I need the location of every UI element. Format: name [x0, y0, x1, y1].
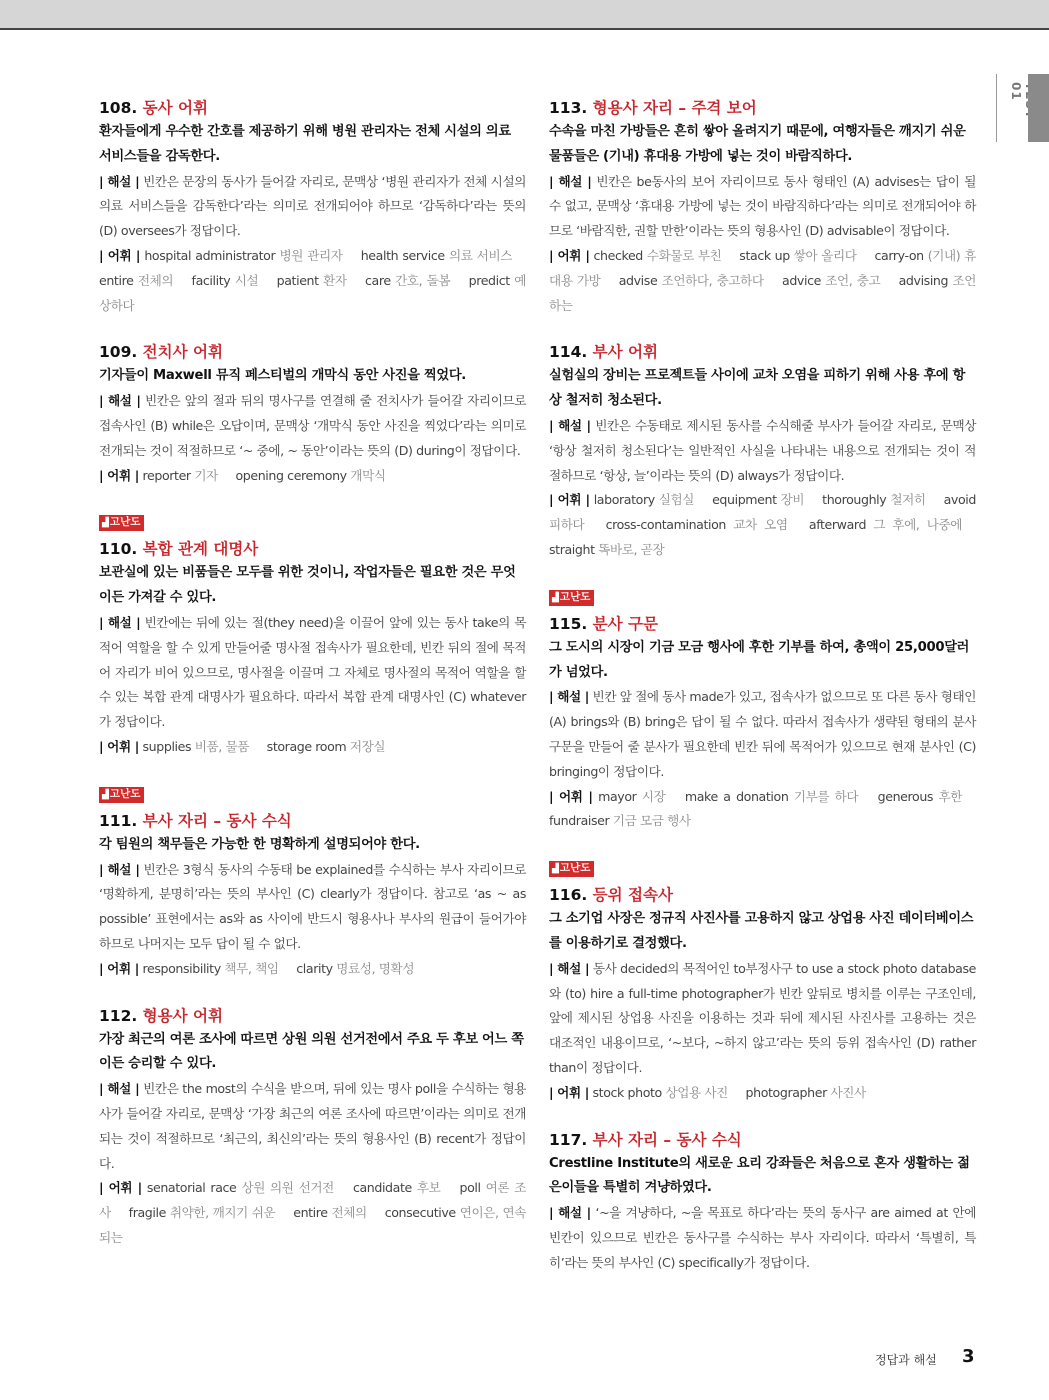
question-number: 115. — [549, 614, 588, 633]
vocabulary — [549, 785, 976, 835]
vocab-entry — [235, 468, 385, 483]
vocab-word: avoid — [943, 492, 976, 508]
translation: 가장 최근의 여론 조사에 따르면 상원 의원 선거전에서 주요 두 후보 어느 쪽이든 승리할 수 있다. — [99, 1031, 524, 1072]
right-column — [549, 96, 976, 1297]
vocab-gloss: 장비 — [780, 492, 805, 508]
vocab-entry — [365, 273, 450, 288]
vocab-entry — [712, 492, 804, 507]
translation: 그 소기업 사장은 정규직 사진사를 고용하지 않고 상업용 사진 데이터베이스를 이용하기로 결정했다. — [549, 911, 974, 951]
question-title — [549, 1128, 976, 1152]
vocab-word: consecutive — [384, 1205, 456, 1221]
vocab-entry — [782, 273, 880, 288]
chart-icon: ▟ — [102, 789, 109, 800]
vocab-gloss: 상원 의원 선거전 — [241, 1180, 334, 1196]
vocabulary-label: | 어휘 | — [99, 1180, 142, 1196]
vocab-word: advice — [782, 272, 821, 288]
vocabulary-label: | 어휘 | — [99, 467, 139, 483]
question-title — [549, 96, 976, 120]
vocabulary-label: | 어휘 | — [549, 1084, 589, 1100]
question-category: 복합 관계 대명사 — [142, 540, 259, 559]
chart-icon: ▟ — [102, 518, 109, 529]
question-item — [99, 340, 526, 488]
vocab-entry — [739, 248, 856, 263]
question-item — [99, 782, 526, 982]
question-title — [99, 340, 526, 364]
translation: Crestline Institute의 새로운 요리 강좌들은 처음으로 혼자 생활하는 젊은이들을 특별히 겨냥하였다. — [549, 1155, 970, 1196]
chart-icon: ▟ — [552, 592, 559, 603]
explanation — [99, 1077, 526, 1176]
explanation — [549, 685, 976, 784]
translation: 각 팀원의 책무들은 가능한 한 명확하게 설명되어야 한다. — [99, 836, 420, 852]
vocab-entry — [809, 517, 962, 532]
vocab-gloss: 실험실 — [658, 492, 695, 508]
explanation — [549, 414, 976, 488]
vocab-word: entire — [99, 272, 134, 288]
question-number: 110. — [99, 540, 138, 559]
question-category: 형용사 어휘 — [142, 1006, 223, 1025]
explanation-text: 빈칸 앞 절에 동사 made가 있고, 접속사가 없으므로 또 다른 동사 형태인 (A) brings와 (B) bring은 답이 될 수 없다. 따라서 접속사가 생략된 형태의 분사구문을 만들어 줄 분사가 필요한데 빈칸 뒤에 목적어가 있으므로 현재 분사인 (C) bringing이 정답이다. — [549, 689, 976, 779]
vocabulary — [99, 464, 526, 489]
vocab-entry — [685, 789, 858, 804]
chart-icon: ▟ — [552, 864, 559, 875]
vocab-word: patient — [276, 272, 319, 288]
vocab-gloss: 예상하다 — [99, 272, 526, 313]
question-number: 111. — [99, 811, 138, 830]
vocab-word: predict — [468, 272, 510, 288]
top-bar — [0, 0, 1049, 30]
vocab-word: poll — [459, 1180, 481, 1196]
vocab-entry — [593, 1085, 728, 1100]
vocab-word: laboratory — [593, 492, 655, 508]
vocab-gloss: 명료성, 명확성 — [336, 960, 415, 976]
question-category: 동사 어휘 — [142, 99, 208, 117]
question-item — [549, 856, 976, 1105]
question-number: 113. — [549, 99, 588, 117]
question-number: 117. — [549, 1130, 588, 1149]
vocab-entry — [144, 248, 342, 263]
badge-label: 고난도 — [109, 516, 141, 529]
explanation — [549, 1201, 976, 1275]
vocabulary-label: | 어휘 | — [549, 247, 590, 263]
vocab-gloss: 후보 — [416, 1180, 441, 1196]
vocab-entry — [143, 961, 279, 976]
vocab-entry — [549, 542, 664, 557]
badge-label: 고난도 — [109, 787, 141, 800]
vocab-entry — [598, 789, 665, 804]
question-item — [99, 1004, 526, 1251]
vocab-word: fragile — [128, 1205, 166, 1221]
vocab-word: straight — [549, 541, 595, 557]
explanation-label: | 해설 | — [99, 861, 140, 877]
vocab-word: afterward — [808, 517, 867, 533]
vocab-word: senatorial race — [146, 1180, 237, 1196]
question-category: 등위 접속사 — [592, 886, 673, 905]
vocab-gloss: 사진사 — [830, 1084, 866, 1100]
vocab-word: stock photo — [592, 1084, 662, 1100]
vocab-word: clarity — [296, 960, 333, 976]
explanation-label: | 해설 | — [99, 1081, 140, 1097]
explanation-label: | 해설 | — [99, 173, 140, 189]
vocab-gloss: 책무, 책임 — [224, 960, 279, 976]
vocab-word: carry-on — [874, 247, 924, 263]
translation: 수속을 마친 가방들은 흔히 쌓아 올려지기 때문에, 여행자들은 깨지기 쉬운 물품들은 (기내) 휴대용 가방에 넣는 것이 바람직하다. — [549, 124, 966, 164]
vocab-gloss: 병원 관리자 — [279, 247, 343, 263]
vocab-gloss: 똑바로, 곧장 — [598, 541, 665, 557]
vocab-entry — [549, 813, 691, 828]
explanation-label: | 해설 | — [549, 173, 592, 189]
explanation-text: 빈칸은 be동사의 보어 자리이므로 동사 형태인 (A) advises는 답이 될 수 없고, 문맥상 ‘휴대용 가방에 넣는 것이 바람직하다’라는 의미로 전개되어야 하므로 ‘바람직한, 권할 만한’이라는 뜻의 형용사인 (D) advisable이 정답이다. — [549, 173, 976, 239]
explanation-label: | 해설 | — [549, 689, 589, 705]
vocab-gloss: 저장실 — [349, 738, 386, 754]
vocabulary — [549, 1081, 976, 1106]
explanation-label: | 해설 | — [99, 393, 141, 409]
vocab-word: responsibility — [142, 960, 221, 976]
vocab-entry — [361, 248, 512, 263]
vocab-word: health service — [360, 247, 445, 263]
test-label — [996, 74, 1023, 142]
vocab-entry — [147, 1180, 334, 1195]
vocab-gloss: 취약한, 깨지기 쉬운 — [169, 1205, 276, 1221]
vocab-entry — [594, 492, 694, 507]
vocab-gloss: 수화물로 부친 — [646, 247, 722, 263]
vocab-gloss: 조언하다, 충고하다 — [661, 272, 764, 288]
question-category: 형용사 자리 – 주격 보어 — [592, 99, 757, 117]
question-item — [549, 1128, 976, 1276]
question-item — [99, 96, 526, 318]
vocab-entry — [99, 273, 173, 288]
question-title — [99, 809, 526, 833]
vocab-gloss: 의료 서비스 — [448, 247, 512, 263]
vocab-gloss: 상업용 사진 — [665, 1084, 728, 1100]
difficulty-badge — [549, 590, 594, 606]
question-title — [99, 1004, 526, 1028]
question-title — [549, 883, 976, 907]
vocab-entry — [267, 739, 386, 754]
badge-label: 고난도 — [559, 590, 591, 603]
vocabulary — [99, 1176, 526, 1250]
vocab-entry — [129, 1205, 276, 1220]
question-title — [549, 340, 976, 364]
explanation-text: ‘~을 겨냥하다, ~을 목표로 하다’라는 뜻의 동사구 are aimed at 안에 빈칸이 있으므로 빈칸은 동사구를 수식하는 부사 자리이다. 따라서 ‘특별히, 특히’라는 뜻의 부사인 (C) specifically가 정답이다. — [549, 1205, 976, 1270]
vocab-gloss: 교차 오염 — [733, 517, 788, 533]
question-item — [99, 510, 526, 759]
explanation-label: | 해설 | — [549, 1205, 591, 1221]
question-number: 109. — [99, 343, 138, 362]
vocab-word: thoroughly — [822, 492, 887, 508]
page-number: 3 — [962, 1346, 975, 1367]
side-tab — [1028, 74, 1049, 142]
vocab-entry — [277, 273, 347, 288]
vocab-word: cross-contamination — [605, 517, 727, 533]
translation: 환자들에게 우수한 간호를 제공하기 위해 병원 관리자는 전체 시설의 의료 서비스들을 감독한다. — [99, 124, 511, 164]
question-category: 부사 자리 – 동사 수식 — [592, 1130, 742, 1149]
vocabulary — [549, 488, 976, 562]
vocab-gloss: 시장 — [641, 788, 666, 804]
vocab-entry — [192, 273, 259, 288]
difficulty-badge — [549, 861, 594, 877]
vocab-entry — [143, 739, 250, 754]
question-number: 116. — [549, 886, 588, 905]
question-category: 전치사 어휘 — [142, 343, 223, 362]
translation: 기자들이 Maxwell 뮤직 페스티벌의 개막식 동안 사진을 찍었다. — [99, 368, 467, 384]
vocab-entry — [353, 1180, 441, 1195]
vocab-word: photographer — [745, 1084, 827, 1100]
vocab-word: entire — [293, 1205, 328, 1221]
vocab-word: equipment — [712, 492, 777, 508]
vocab-gloss: 후한 — [938, 788, 963, 804]
explanation-label: | 해설 | — [549, 417, 591, 433]
vocab-word: advising — [898, 272, 949, 288]
explanation-text: 빈칸은 앞의 절과 뒤의 명사구를 연결해 줄 전치사가 들어갈 자리이므로 접속사인 (B) while은 오답이며, 문맥상 ‘개막식 동안 사진을 찍었다’라는 의미로 전개되는 것이 적절하므로 ‘~ 중에, ~ 동안’이라는 뜻의 (D) during이 정답이다. — [99, 393, 526, 458]
vocab-gloss: 철저히 — [890, 492, 926, 508]
vocab-gloss: 연이은, 연속되는 — [99, 1205, 527, 1245]
explanation — [99, 170, 526, 244]
vocabulary-label: | 어휘 | — [549, 788, 593, 804]
vocab-word: storage room — [266, 738, 347, 754]
vocab-entry — [143, 468, 218, 483]
vocab-word: care — [365, 272, 391, 288]
question-title — [99, 537, 526, 561]
explanation — [99, 389, 526, 463]
test-label-text: 01 — [1009, 82, 1023, 101]
explanation-text: 빈칸은 문장의 동사가 들어갈 자리로, 문맥상 ‘병원 관리자가 전체 시설의 의료 서비스들을 감독한다’라는 의미로 전개되어야 하므로 ‘감독하다’라는 뜻의 (D) oversees가 정답이다. — [99, 173, 526, 239]
question-number: 108. — [99, 99, 138, 117]
vocab-gloss: 시설 — [234, 272, 259, 288]
vocab-gloss: 간호, 돌봄 — [395, 272, 451, 288]
vocab-word: supplies — [142, 738, 192, 754]
translation: 그 도시의 시장이 기금 모금 행사에 후한 기부를 하여, 총액이 25,000달러가 넘었다. — [549, 639, 970, 680]
explanation — [99, 611, 526, 735]
translation: 실험실의 장비는 프로젝트들 사이에 교차 오염을 피하기 위해 사용 후에 항상 철저히 청소된다. — [549, 368, 966, 409]
vocabulary — [99, 735, 526, 760]
vocab-entry — [606, 517, 788, 532]
vocab-gloss: 전체의 — [331, 1205, 367, 1221]
explanation-label: | 해설 | — [549, 960, 590, 976]
vocab-entry — [822, 492, 925, 507]
vocab-gloss: 전체의 — [137, 272, 174, 288]
question-item — [549, 96, 976, 318]
explanation — [549, 170, 976, 244]
vocab-entry — [594, 248, 722, 263]
vocab-gloss: 기부를 하다 — [793, 788, 859, 804]
explanation — [99, 858, 526, 957]
vocab-entry — [293, 1205, 367, 1220]
vocabulary-label: | 어휘 | — [99, 960, 139, 976]
vocab-word: reporter — [142, 467, 191, 483]
explanation-text: 빈칸은 3형식 동사의 수동태 be explained를 수식하는 부사 자리이므로 ‘명확하게, 분명히’라는 뜻의 부사인 (C) clearly가 정답이다. 참고로 ‘as ~ as possible’ 표현에서는 as와 as 사이에 반드시 형용사나 부사의 원급이 들어가야 하므로 나머지는 모두 답이 될 수 없다. — [99, 861, 526, 951]
vocabulary — [549, 244, 976, 318]
vocab-gloss: 그 후에, 나중에 — [873, 517, 963, 533]
question-item — [549, 340, 976, 562]
explanation-text: 빈칸에는 뒤에 있는 절(they need)을 이끌어 앞에 있는 동사 take의 목적어 역할을 할 수 있게 만들어줄 명사절 접속사가 필요한데, 빈칸 뒤의 절에 목적어 자리가 비어 있으므로, 명사절을 이끌며 그 자체로 명사절의 목적어 역할을 할 수 있는 복합 관계 대명사가 필요하다. 따라서 복합 관계 대명사인 (C) whatever가 정답이다. — [99, 614, 527, 730]
vocabulary-label: | 어휘 | — [99, 738, 139, 754]
vocab-gloss: 환자 — [323, 272, 347, 288]
vocab-gloss: (기내) 휴대용 가방 — [549, 247, 976, 288]
vocab-word: make a donation — [684, 788, 789, 804]
translation: 보관실에 있는 비품들은 모두를 위한 것이니, 작업자들은 필요한 것은 무엇이든 가져갈 수 있다. — [99, 565, 516, 606]
vocab-word: generous — [877, 788, 934, 804]
vocab-gloss: 조언, 충고 — [825, 272, 881, 288]
question-category: 부사 자리 – 동사 수식 — [142, 811, 292, 830]
vocabulary — [99, 244, 526, 318]
vocab-gloss: 피하다 — [549, 517, 585, 533]
vocab-gloss: 기금 모금 행사 — [612, 813, 691, 829]
vocab-entry — [878, 789, 962, 804]
vocab-word: stack up — [739, 247, 790, 263]
badge-label: 고난도 — [559, 862, 591, 875]
vocab-gloss: 조언하는 — [549, 272, 976, 313]
vocab-gloss: 비품, 물품 — [194, 738, 250, 754]
vocab-entry — [296, 961, 414, 976]
explanation-text: 빈칸은 수동태로 제시된 동사를 수식해줄 부사가 들어갈 자리로, 문맥상 ‘항상 철저히 청소된다’는 일반적인 사실을 나타내는 내용으로 전개되는 것이 적절하므로 ‘항상, 늘’이라는 뜻의 (D) always가 정답이다. — [549, 417, 977, 483]
vocab-word: hospital administrator — [144, 247, 276, 263]
vocab-word: facility — [191, 272, 231, 288]
explanation-text: 동사 decided의 목적어인 to부정사구 to use a stock photo database와 (to) hire a full-time photographer가 빈칸 앞뒤로 병치를 이루는 구조인데, 앞에 제시된 상업용 사진을 이용하는 것과 뒤에 제시된 사진사를 고용하는 것은 대조적인 내용이므로, ‘~보다, ~하지 않고’라는 뜻의 등위 접속사인 (D) rather than이 정답이다. — [549, 960, 976, 1075]
vocab-word: checked — [593, 247, 643, 263]
vocab-entry — [619, 273, 764, 288]
question-category: 분사 구문 — [592, 614, 658, 633]
vocabulary-label: | 어휘 | — [99, 247, 141, 263]
vocabulary-label: | 어휘 | — [549, 492, 590, 508]
left-column — [99, 96, 526, 1273]
question-title — [549, 612, 976, 636]
difficulty-badge — [99, 515, 144, 531]
vocab-gloss: 여론 조사 — [99, 1180, 526, 1221]
question-title — [99, 96, 526, 120]
question-number: 112. — [99, 1006, 138, 1025]
vocab-gloss: 기자 — [194, 467, 218, 483]
question-item — [549, 585, 976, 834]
vocab-entry — [746, 1085, 866, 1100]
question-number: 114. — [549, 343, 588, 362]
vocab-word: fundraiser — [549, 813, 610, 829]
vocab-word: opening ceremony — [235, 467, 347, 483]
vocab-word: mayor — [598, 788, 637, 804]
explanation-label: | 해설 | — [99, 614, 141, 630]
vocab-word: advise — [618, 272, 658, 288]
vocab-gloss: 쌓아 올리다 — [793, 247, 857, 263]
question-category: 부사 어휘 — [592, 343, 658, 362]
footer-label: 정답과 해설 — [875, 1353, 937, 1367]
vocabulary — [99, 957, 526, 982]
explanation — [549, 957, 976, 1081]
vocab-word: candidate — [352, 1180, 412, 1196]
vocab-gloss: 개막식 — [350, 467, 386, 483]
difficulty-badge — [99, 787, 144, 803]
explanation-text: 빈칸은 the most의 수식을 받으며, 뒤에 있는 명사 poll을 수식하는 형용사가 들어갈 자리로, 문맥상 ‘가장 최근의 여론 조사에 따르면’이라는 의미로 전개되는 것이 적절하므로 ‘최근의, 최신의’라는 뜻의 형용사인 (B) recent가 정답이다. — [99, 1081, 526, 1171]
